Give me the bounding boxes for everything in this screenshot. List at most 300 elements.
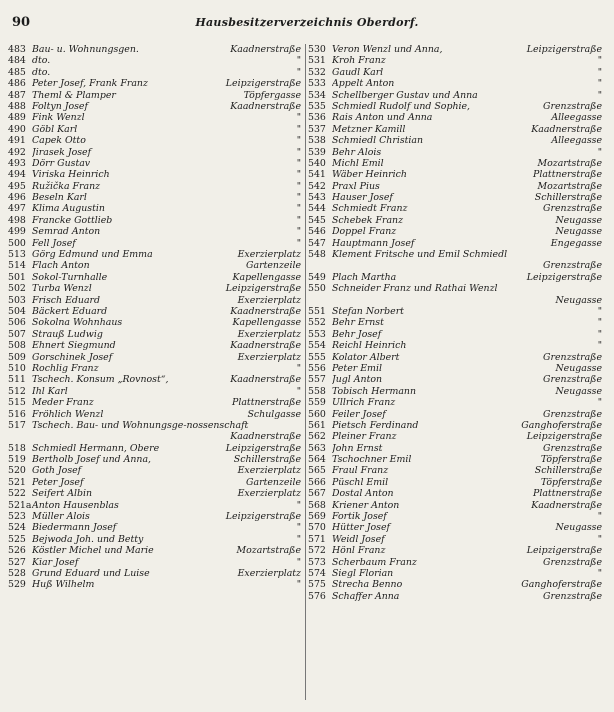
owner-name: Scherbaum Franz (332, 556, 417, 568)
directory-entry (8, 557, 303, 568)
directory-entry (8, 158, 303, 169)
directory-entry (8, 44, 303, 55)
owner-name: Klima Augustin (32, 203, 105, 215)
owner-name: Ullrich Franz (332, 397, 396, 409)
owner-name: Theml & Plamper (32, 89, 116, 101)
entry-number: 498 (8, 214, 26, 226)
entry-number: 521 (8, 476, 26, 488)
entry-number: 547 (308, 237, 326, 249)
directory-entry (308, 591, 604, 602)
owner-name: Flach Anton (32, 260, 90, 272)
street-name: Töpfergasse (243, 89, 301, 101)
entry-number: 485 (8, 66, 26, 78)
owner-name: Schebek Franz (332, 214, 404, 226)
street-name: Exerzierplatz (237, 294, 301, 306)
entry-number: 532 (308, 66, 326, 78)
street-name: " (296, 556, 301, 568)
entry-number: 553 (308, 328, 326, 340)
directory-entry (308, 488, 604, 499)
entry-number: 556 (308, 362, 326, 374)
directory-entry (308, 55, 604, 66)
owner-name: Sokolna Wohnhaus (32, 317, 123, 329)
street-name: Mozartstraße (537, 157, 602, 169)
directory-entry (308, 192, 604, 203)
entry-number: 534 (308, 89, 326, 101)
owner-name: John Ernst (332, 442, 383, 454)
directory-entry (308, 431, 604, 442)
street-name: Grenzstraße (543, 556, 602, 568)
entry-number: 533 (308, 78, 326, 90)
street-name: Grenzstraße (543, 408, 602, 420)
directory-entry (8, 147, 303, 158)
directory-entry (8, 465, 303, 476)
directory-entry (308, 78, 604, 89)
directory-entry (8, 169, 303, 180)
owner-name: Kolator Albert (332, 351, 400, 363)
directory-entry (308, 409, 604, 420)
entry-number: 540 (308, 157, 326, 169)
street-name: " (597, 89, 602, 101)
owner-name: Behr Josef (332, 328, 382, 340)
street-name: Kaadnerstraße (230, 44, 301, 55)
right-column (308, 44, 604, 602)
street-name: Kapellengasse (232, 317, 301, 329)
owner-name: Behr Ernst (332, 317, 384, 329)
entry-number: 526 (8, 545, 26, 557)
street-name: Leipzigerstraße (526, 545, 602, 557)
owner-name: Peter Josef (32, 476, 84, 488)
page-number: 90 (12, 15, 31, 30)
directory-entry (8, 454, 303, 465)
owner-name: Jirasek Josef (32, 146, 92, 158)
street-name: " (296, 362, 301, 374)
directory-entry (308, 147, 604, 158)
street-name: " (296, 522, 301, 534)
owner-name: Ružička Franz (32, 180, 101, 192)
street-name: Exerzierplatz (237, 465, 301, 477)
owner-name: Schmiedl Hermann, Obere (32, 442, 160, 454)
street-name: Kaadnerstraße (230, 431, 301, 443)
column-divider (305, 44, 306, 700)
directory-entry (308, 534, 604, 545)
owner-name: Siegl Florian (332, 568, 394, 579)
entry-number: 530 (308, 44, 326, 55)
entry-number: 492 (8, 146, 26, 158)
street-name: Exerzierplatz (237, 567, 301, 579)
street-name: Schillerstraße (534, 465, 602, 477)
entry-number: 518 (8, 442, 26, 454)
directory-entry (308, 67, 604, 78)
directory-entry (308, 363, 604, 374)
street-name: Neugasse (555, 522, 602, 534)
directory-entry (8, 511, 303, 522)
entry-number: 486 (8, 78, 26, 90)
street-name: " (597, 66, 602, 78)
entry-number: 500 (8, 237, 26, 249)
entry-number: 565 (308, 465, 326, 477)
street-name: " (597, 146, 602, 158)
directory-entry (308, 317, 604, 328)
entry-number: 555 (308, 351, 326, 363)
entry-number: 510 (8, 362, 26, 374)
entry-number: 570 (308, 522, 326, 534)
directory-entry (308, 340, 604, 351)
entry-number: 496 (8, 192, 26, 204)
directory-entry (308, 545, 604, 556)
street-name: " (296, 146, 301, 158)
directory-entry (8, 226, 303, 237)
street-name: Grenzstraße (543, 374, 602, 386)
entry-number: 508 (8, 340, 26, 352)
directory-entry (308, 443, 604, 454)
directory-entry (8, 579, 303, 590)
directory-entry (8, 397, 303, 408)
entry-number: 563 (308, 442, 326, 454)
owner-name: Ihl Karl (32, 385, 68, 397)
entry-number: 536 (308, 112, 326, 124)
owner-name: Schellberger Gustav und Anna (332, 89, 478, 101)
directory-entry (8, 55, 303, 66)
entry-number: 541 (308, 169, 326, 181)
directory-entry (308, 226, 604, 237)
owner-name: Veron Wenzl und Anna, (332, 44, 443, 55)
street-name: " (296, 237, 301, 249)
directory-entry (8, 249, 303, 260)
street-name: Mozartstraße (537, 180, 602, 192)
directory-entry (8, 124, 303, 135)
owner-name: Francke Gottlieb (32, 214, 113, 226)
owner-name: Metzner Kamill (332, 123, 406, 135)
street-name: Kaadnerstraße (531, 123, 602, 135)
street-name: " (597, 397, 602, 409)
street-name: Kapellengasse (232, 271, 301, 283)
street-name: Leipzigerstraße (526, 431, 602, 443)
directory-entry (308, 158, 604, 169)
street-name: Töpferstraße (540, 454, 602, 466)
entry-number: 495 (8, 180, 26, 192)
street-name: Ganghoferstraße (521, 579, 602, 591)
owner-name: Rais Anton und Anna (332, 112, 433, 124)
directory-entry (308, 568, 604, 579)
directory-entry (8, 488, 303, 499)
street-name: " (296, 169, 301, 181)
entry-number: 521a (8, 499, 32, 511)
owner-name: Huß Wilhelm (32, 579, 95, 591)
directory-entry (8, 352, 303, 363)
owner-name: Tschech. Bau- und Wohnungsge-nossenschaft (32, 419, 249, 431)
owner-name: Gaudl Karl (332, 66, 384, 78)
entry-number: 520 (8, 465, 26, 477)
directory-entry (308, 249, 604, 272)
entry-number: 489 (8, 112, 26, 124)
street-name: Kaadnerstraße (230, 305, 301, 317)
street-name: " (597, 511, 602, 523)
owner-name: Peter Josef, Frank Franz (32, 78, 148, 90)
entry-number: 519 (8, 454, 26, 466)
directory-entry (308, 306, 604, 317)
owner-name: Pietsch Ferdinand (332, 419, 419, 431)
street-name: " (296, 55, 301, 67)
directory-entry (8, 340, 303, 351)
street-name: Leipzigerstraße (225, 283, 301, 295)
owner-name: Grund Eduard und Luise (32, 567, 150, 579)
owner-name: Schmiedl Rudolf und Sophie, (332, 100, 471, 112)
entry-number: 527 (8, 556, 26, 568)
street-name: Kaadnerstraße (230, 100, 301, 112)
street-name: Leipzigerstraße (225, 511, 301, 523)
entry-number: 545 (308, 214, 326, 226)
street-name: Grenzstraße (543, 351, 602, 363)
owner-name: Doppel Franz (332, 226, 397, 238)
directory-entry (8, 101, 303, 112)
directory-entry (308, 352, 604, 363)
directory-entry (8, 477, 303, 488)
entry-number: 557 (308, 374, 326, 386)
directory-entry (8, 203, 303, 214)
street-name: Alleegasse (551, 135, 602, 147)
directory-entry (8, 135, 303, 146)
directory-entry (308, 511, 604, 522)
street-name: " (296, 214, 301, 226)
street-name: Kaadnerstraße (531, 499, 602, 511)
entry-number: 502 (8, 283, 26, 295)
owner-name: Gorschinek Josef (32, 351, 113, 363)
street-name: " (597, 340, 602, 352)
owner-name: Bäckert Eduard (32, 305, 108, 317)
owner-name: Plach Martha (332, 271, 397, 283)
street-name: " (597, 328, 602, 340)
directory-entry (308, 203, 604, 214)
entry-number: 572 (308, 545, 326, 557)
directory-entry (308, 374, 604, 385)
street-name: Töpferstraße (540, 476, 602, 488)
directory-entry (308, 272, 604, 283)
entry-number: 542 (308, 180, 326, 192)
street-name: Neugasse (555, 362, 602, 374)
owner-name: Fink Wenzl (32, 112, 85, 124)
owner-name: Hauser Josef (332, 192, 393, 204)
street-name: Alleegasse (551, 112, 602, 124)
owner-name: Behr Alois (332, 146, 382, 158)
directory-entry (308, 215, 604, 226)
street-name: Grenzstraße (543, 100, 602, 112)
street-name: " (597, 568, 602, 579)
owner-name: Stefan Norbert (332, 306, 404, 318)
directory-entry (8, 568, 303, 579)
street-name: " (597, 55, 602, 67)
street-name: Neugasse (555, 294, 602, 306)
street-name: Leipzigerstraße (526, 44, 602, 55)
street-name: Schillerstraße (534, 192, 602, 204)
owner-name: Tschech. Konsum „Rovnost“, (32, 374, 169, 386)
entry-number: 546 (308, 226, 326, 238)
entry-number: 501 (8, 271, 26, 283)
owner-name: Schneider Franz und Rathai Wenzl (332, 283, 498, 295)
directory-entry (8, 409, 303, 420)
directory-entry (8, 295, 303, 306)
owner-name: Jugl Anton (332, 374, 383, 386)
entry-number: 497 (8, 203, 26, 215)
owner-name: Görg Edmund und Emma (32, 249, 153, 261)
owner-name: Praxl Pius (332, 180, 380, 192)
owner-name: Sokol-Turnhalle (32, 271, 108, 283)
street-name: Engegasse (550, 237, 602, 249)
street-name: Plattnerstraße (533, 488, 602, 500)
entry-number: 493 (8, 157, 26, 169)
owner-name: Müller Alois (32, 511, 90, 523)
directory-entry (8, 112, 303, 123)
street-name: " (296, 135, 301, 147)
directory-entry (8, 545, 303, 556)
owner-name: dto. (32, 66, 51, 78)
owner-name: Tobisch Hermann (332, 385, 417, 397)
entry-number: 575 (308, 579, 326, 591)
street-name: Grenzstraße (543, 442, 602, 454)
owner-name: Fraul Franz (332, 465, 389, 477)
owner-name: Viriska Heinrich (32, 169, 110, 181)
entry-number: 567 (308, 488, 326, 500)
owner-name: Schaffer Anna (332, 590, 400, 602)
owner-name: Frisch Eduard (32, 294, 101, 306)
entry-number: 562 (308, 431, 326, 443)
entry-number: 524 (8, 522, 26, 534)
street-name: Leipzigerstraße (526, 271, 602, 283)
street-name: Gartenzeile (246, 476, 301, 488)
entry-number: 550 (308, 283, 326, 295)
street-name: Grenzstraße (543, 260, 602, 272)
owner-name: Köstler Michel und Marie (32, 545, 154, 557)
street-name: Exerzierplatz (237, 328, 301, 340)
directory-entry (308, 579, 604, 590)
entry-number: 483 (8, 44, 26, 55)
left-column (8, 44, 303, 591)
directory-entry (308, 112, 604, 123)
street-name: " (296, 579, 301, 591)
street-name: Grenzstraße (543, 203, 602, 215)
entry-number: 554 (308, 340, 326, 352)
directory-entry (308, 522, 604, 533)
entry-number: 528 (8, 567, 26, 579)
owner-name: Michl Emil (332, 157, 384, 169)
owner-name: Strecha Benno (332, 579, 403, 591)
street-name: " (597, 317, 602, 329)
owner-name: Göbl Karl (32, 123, 78, 135)
street-name: Leipzigerstraße (225, 78, 301, 90)
street-name: " (597, 78, 602, 90)
directory-entry (8, 329, 303, 340)
street-name: " (296, 533, 301, 545)
street-name: " (296, 157, 301, 169)
directory-entry (8, 534, 303, 545)
directory-entry (308, 500, 604, 511)
street-name: Schillerstraße (233, 454, 301, 466)
street-name: Exerzierplatz (237, 488, 301, 500)
directory-entry (8, 272, 303, 283)
street-name: " (296, 180, 301, 192)
owner-name: Foltyn Josef (32, 100, 88, 112)
entry-number: 515 (8, 397, 26, 409)
entry-number: 569 (308, 511, 326, 523)
owner-name: Pleiner Franz (332, 431, 397, 443)
owner-name: Anton Hausenblas (32, 499, 119, 511)
owner-name: Tschochner Emil (332, 454, 412, 466)
entry-number: 503 (8, 294, 26, 306)
entry-number: 513 (8, 249, 26, 261)
street-name: Neugasse (555, 214, 602, 226)
directory-entry (8, 90, 303, 101)
entry-number: 504 (8, 305, 26, 317)
entry-number: 490 (8, 123, 26, 135)
entry-number: 552 (308, 317, 326, 329)
entry-number: 539 (308, 146, 326, 158)
street-name: Plattnerstraße (232, 397, 301, 409)
street-name: Kaadnerstraße (230, 374, 301, 386)
entry-number: 548 (308, 249, 326, 261)
directory-entry (308, 386, 604, 397)
owner-name: Beseln Karl (32, 192, 87, 204)
directory-entry (308, 283, 604, 306)
directory-entry (8, 238, 303, 249)
street-name: " (296, 226, 301, 238)
owner-name: Bejwoda Joh. und Betty (32, 533, 144, 545)
directory-entry (308, 420, 604, 431)
entry-number: 529 (8, 579, 26, 591)
owner-name: Kriener Anton (332, 499, 400, 511)
owner-name: Reichl Heinrich (332, 340, 407, 352)
entry-number: 511 (8, 374, 26, 386)
street-name: " (296, 66, 301, 78)
owner-name: Semrad Anton (32, 226, 101, 238)
entry-number: 537 (308, 123, 326, 135)
street-name: Gartenzeile (246, 260, 301, 272)
directory-entry (8, 386, 303, 397)
entry-number: 514 (8, 260, 26, 272)
entry-number: 573 (308, 556, 326, 568)
directory-entry (8, 283, 303, 294)
directory-entry (8, 420, 303, 443)
owner-name: Hauptmann Josef (332, 237, 415, 249)
directory-entry (308, 465, 604, 476)
owner-name: Meder Franz (32, 397, 94, 409)
owner-name: Bau- u. Wohnungsgen. (32, 44, 139, 55)
entry-number: 558 (308, 385, 326, 397)
entry-number: 506 (8, 317, 26, 329)
entry-number: 543 (308, 192, 326, 204)
entry-number: 576 (308, 590, 326, 602)
entry-number: 494 (8, 169, 26, 181)
directory-entry (308, 238, 604, 249)
street-name: Leipzigerstraße (225, 442, 301, 454)
entry-number: 560 (308, 408, 326, 420)
street-name: Neugasse (555, 226, 602, 238)
entry-number: 535 (308, 100, 326, 112)
directory-entry (8, 181, 303, 192)
entry-number: 487 (8, 89, 26, 101)
directory-entry (308, 135, 604, 146)
street-name: Mozartstraße (236, 545, 301, 557)
owner-name: Weidl Josef (332, 533, 385, 545)
directory-entry (8, 363, 303, 374)
directory-entry (8, 374, 303, 385)
entry-number: 574 (308, 568, 326, 579)
street-name: " (296, 123, 301, 135)
entry-number: 551 (308, 306, 326, 318)
entry-number: 516 (8, 408, 26, 420)
street-name: " (296, 192, 301, 204)
directory-entry (8, 67, 303, 78)
directory-entry (308, 90, 604, 101)
street-name: Neugasse (555, 385, 602, 397)
